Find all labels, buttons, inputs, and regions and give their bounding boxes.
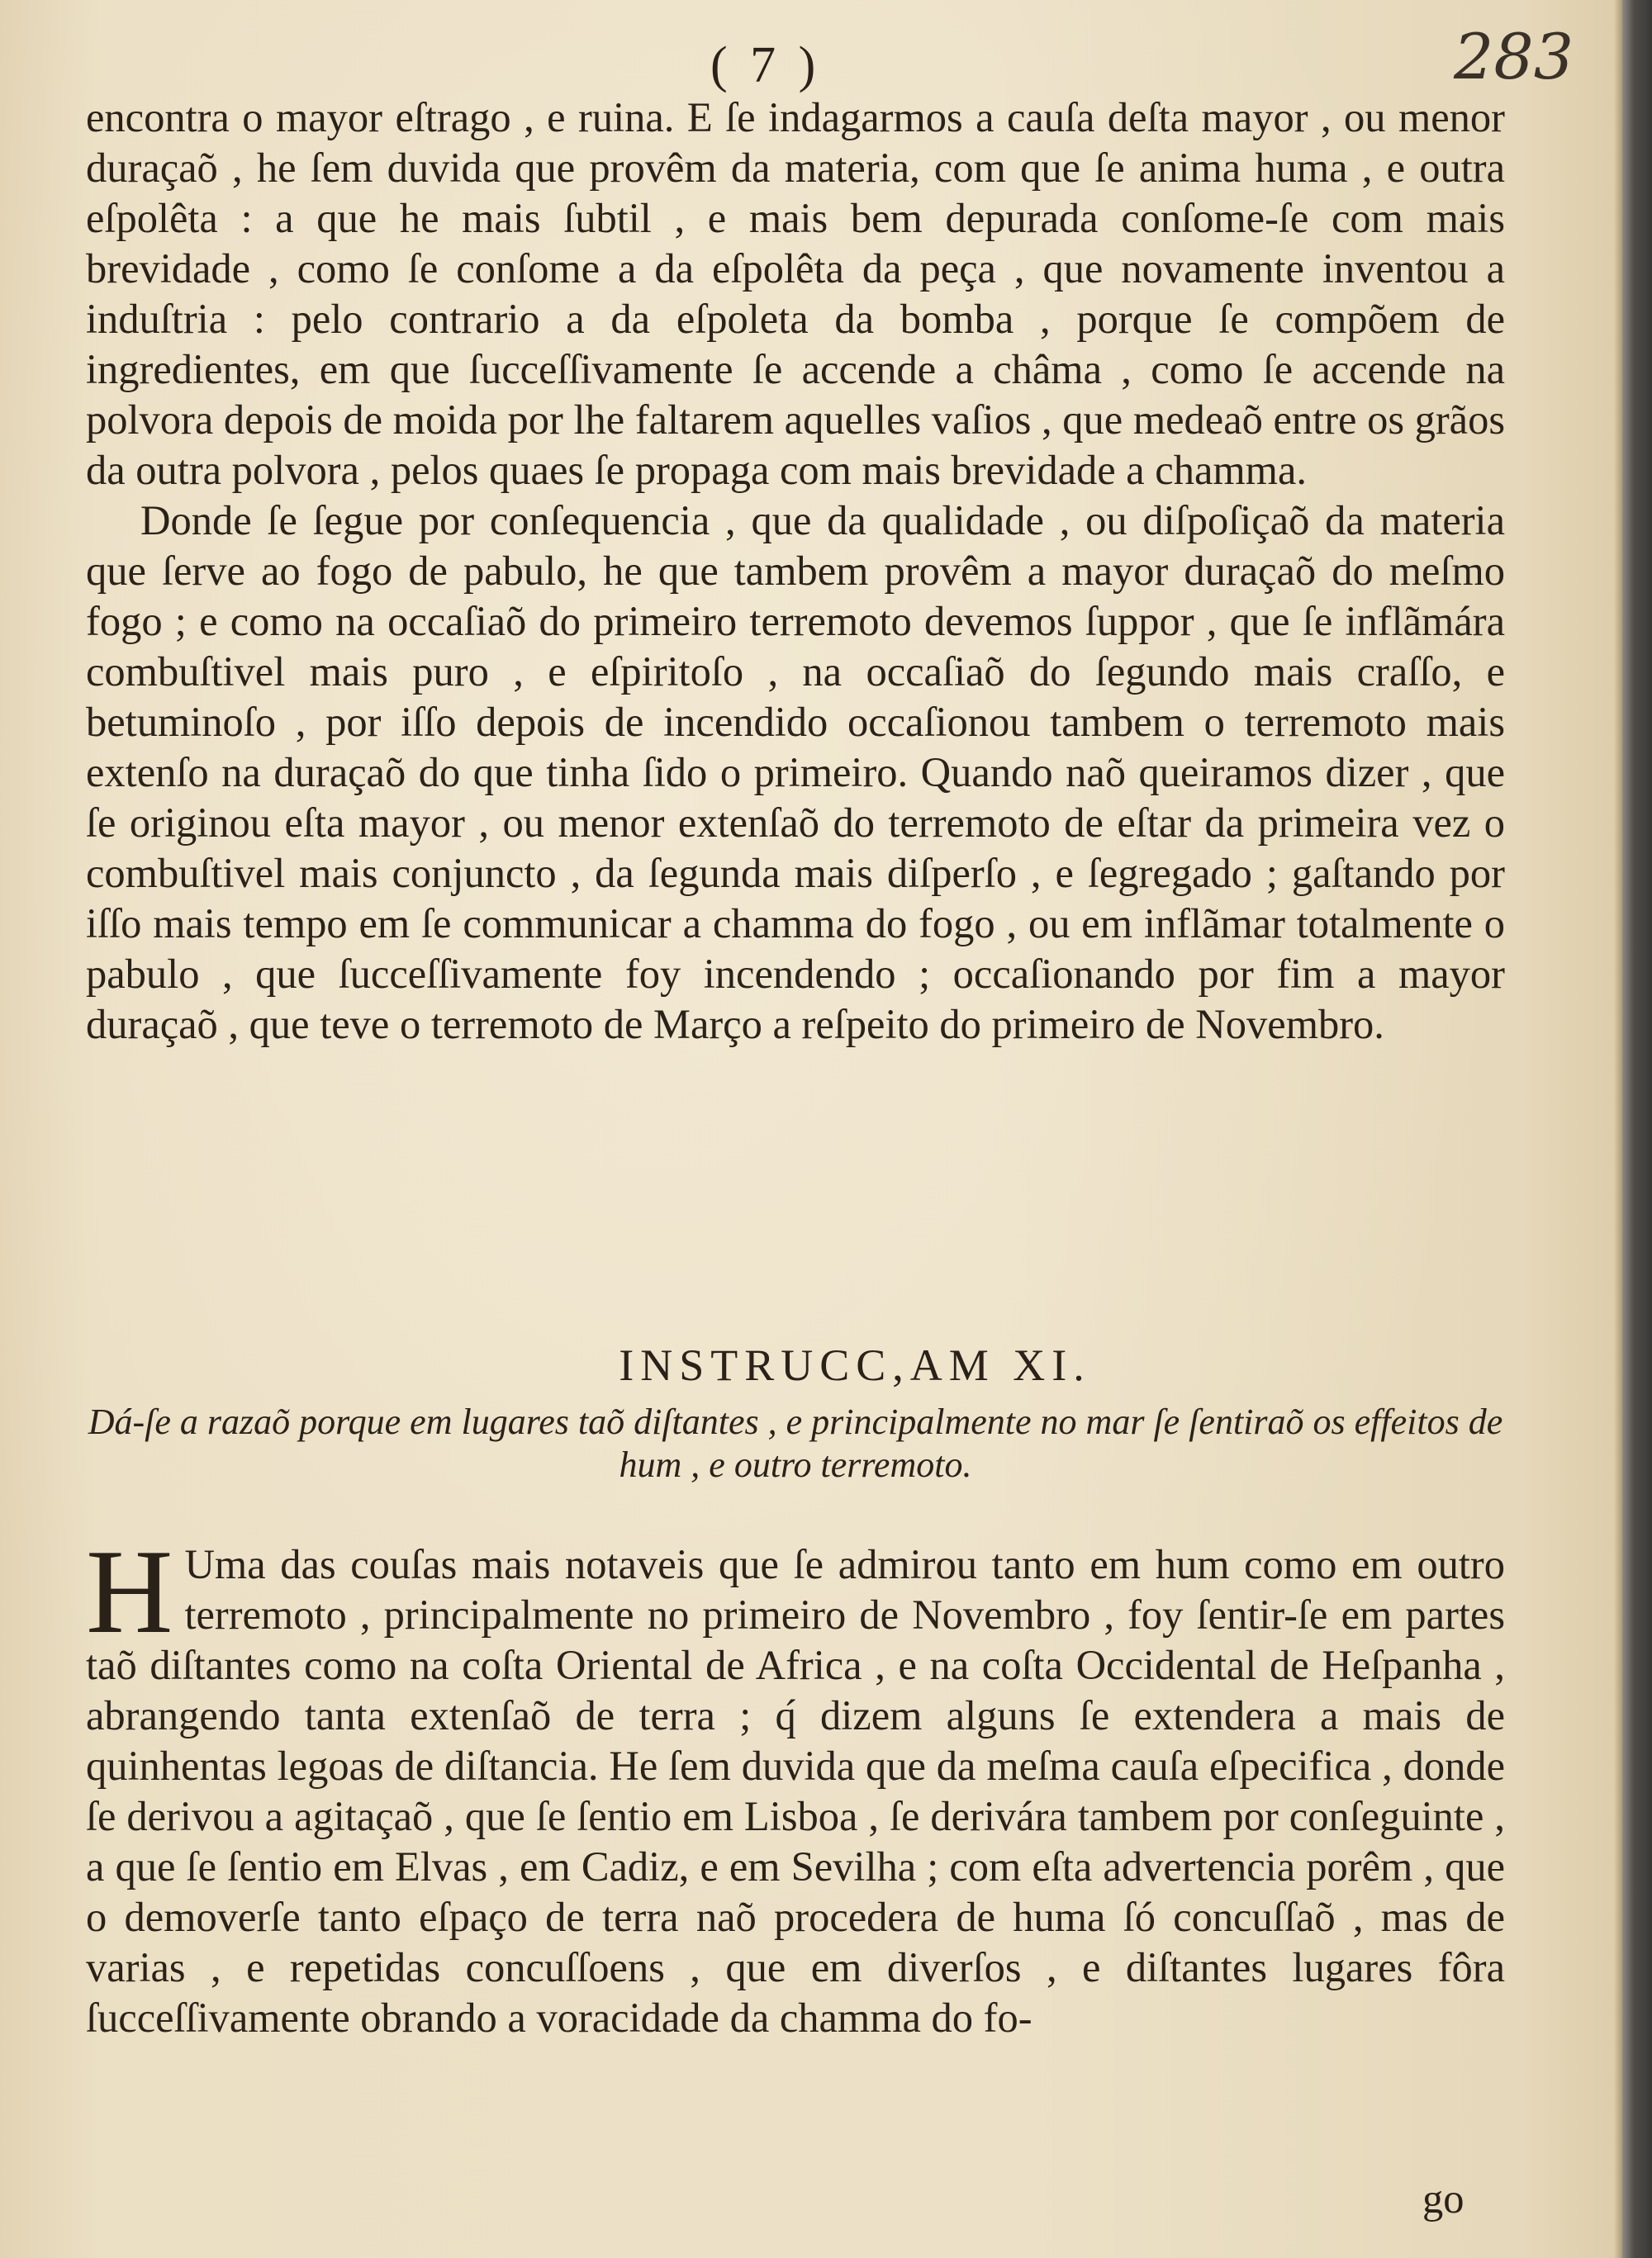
drop-cap: H (86, 1525, 173, 1658)
handwritten-folio-number: 283 (1454, 20, 1574, 93)
section-paragraph-text: Uma das couſas mais notaveis que ſe admirou tanto em hum como em outro terremoto , principalmente no primeiro de Novembro , foy ſentir-ſe em partes taõ diſtantes como na coſta Oriental de Africa , e na coſta Occidental de Heſpanha , abrangendo tanta extenſaõ de terra ; q́ dizem alguns ſe extendera a mais de quinhentas legoas de diſtancia. He ſem duvida que da meſma cauſa eſpecifica , donde ſe derivou a agitaçaõ , que ſe ſentio em Lisboa , ſe derivára tambem por conſeguinte , a que ſe ſentio em Elvas , em Cadiz, e em Sevilha ; com eſta advertencia porêm , que o demoverſe tanto eſpaço de terra naõ procedera de huma ſó concuſſaõ , mas de varias , e repetidas concuſſoens , que em diverſos , e diſtantes lugares fôra ſucceſſivamente obrando a voracidade da chamma do fo- (86, 1541, 1505, 2041)
page-gutter-shadow (1614, 0, 1622, 2258)
body-text (86, 93, 1505, 1050)
catchword: go (1422, 2175, 1464, 2222)
page-number: ( 7 ) (710, 37, 821, 93)
section-paragraph (86, 1525, 1505, 2043)
paragraph-donde: Donde ſe ſegue por conſequencia , que da qualidade , ou diſpoſiçaõ da materia que ſerve ao fogo de pabulo, he que tambem provêm a mayor duraçaõ do meſmo fogo ; e como na occaſiaõ do primeiro terremoto devemos ſuppor , que ſe inflãmára combuſtivel mais puro , e eſpiritoſo , na occaſiaõ do ſegundo mais craſſo, e betuminoſo , por iſſo depois de incendido occaſionou tambem o terremoto mais extenſo na duraçaõ do que tinha ſido o primeiro. Quando naõ queiramos dizer , que ſe originou eſta mayor , ou menor extenſaõ do terremoto de eſtar da primeira vez o combuſtivel mais conjuncto , da ſegunda mais diſperſo , e ſegregado ; gaſtando por iſſo mais tempo em ſe communicar a chamma do fogo , ou em inflãmar totalmente o pabulo , que ſucceſſivamente foy incendendo ; occaſionando por fim a mayor duraçaõ , que teve o terremoto de Março a reſpeito do primeiro de Novembro. (86, 497, 1505, 1047)
section-heading (0, 1338, 1652, 1392)
section-title: INSTRUCC,AM XI. (619, 1340, 1091, 1390)
paragraph-continuation: encontra o mayor eſtrago , e ruina. E ſe indagarmos a cauſa deſta mayor , ou menor duraçaõ , he ſem duvida que provêm da materia, com que ſe anima huma , e outra eſpolêta : a que he mais ſubtil , e mais bem depurada conſome-ſe com mais brevidade , como ſe conſome a da eſpolêta da peça , que novamente inventou a induſtria : pelo contrario a da eſpoleta da bomba , porque ſe compõem de ingredientes, em que ſucceſſivamente ſe accende a châma , como ſe accende na polvora depois de moida por lhe faltarem aquelles vaſios , que medeaõ entre os grãos da outra polvora , pelos quaes ſe propaga com mais brevidade a chamma. (86, 94, 1505, 493)
book-binding (1622, 0, 1652, 2258)
section-subtitle: Dá-ſe a razaõ porque em lugares taõ diſtantes , e principalmente no mar ſe ſentiraõ os effeitos de hum , e outro terremoto. (88, 1402, 1503, 1485)
